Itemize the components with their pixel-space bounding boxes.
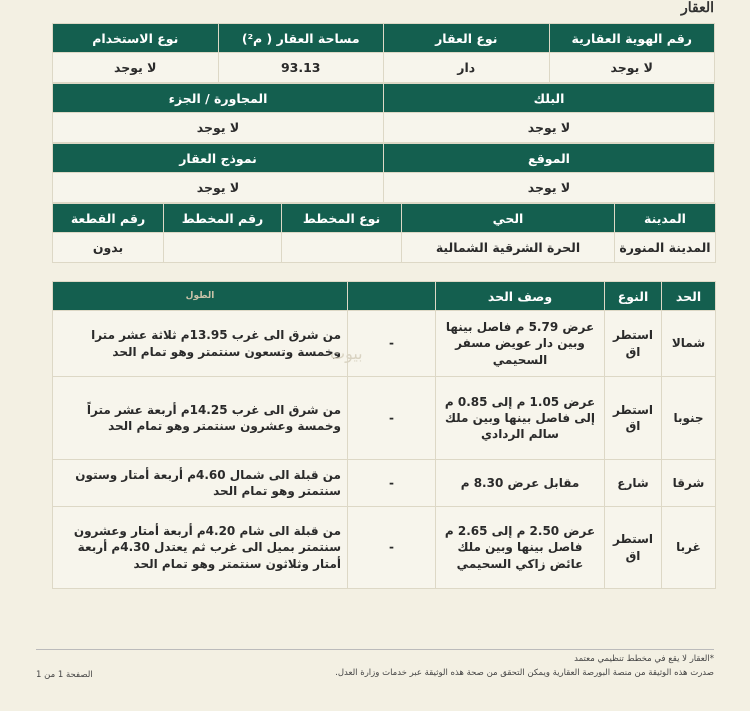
header-blank: [348, 282, 436, 311]
east-type: شارع: [605, 460, 662, 507]
value-property-type: دار: [384, 53, 550, 83]
value-property-area: 93.13: [218, 53, 384, 83]
header-district: الحي: [402, 204, 615, 233]
boundaries-table: [52, 281, 716, 589]
value-neighborhood-part: لا يوجد: [53, 113, 384, 143]
value-plot-number: بدون: [53, 233, 164, 263]
east-desc: مقابل عرض 8.30 م: [436, 460, 605, 507]
property-id-table: [52, 23, 715, 83]
header-location: الموقع: [384, 144, 715, 173]
south-desc: عرض 1.05 م إلى 0.85 م إلى فاصل بينها وبين ملك سالم الردادي: [436, 377, 605, 460]
header-city: المدينة: [615, 204, 716, 233]
header-plot-number: رقم القطعة: [53, 204, 164, 233]
header-plan-number: رقم المخطط: [164, 204, 282, 233]
north-length: من شرق الى غرب 13.95م ثلاثة عشر مترا وخمسة وتسعون سنتمتر وهو تمام الحد: [53, 311, 348, 377]
south-length: من شرق الى غرب 14.25م أربعة عشر متراً وخمسة وعشرون سنتمتر وهو تمام الحد: [53, 377, 348, 460]
value-plan-type: [282, 233, 402, 263]
north-mid: -: [348, 311, 436, 377]
block-table: [52, 83, 715, 143]
east-length: من قبلة الى شمال 4.60م أربعة أمتار وستون سنتمتر وهو تمام الحد: [53, 460, 348, 507]
south-type: استطر اق: [605, 377, 662, 460]
header-boundary-desc: وصف الحد: [436, 282, 605, 311]
header-property-id: رقم الهوية العقارية: [549, 24, 715, 53]
value-location: لا يوجد: [384, 173, 715, 203]
east-side: شرقا: [662, 460, 716, 507]
value-district: الحرة الشرقية الشمالية: [402, 233, 615, 263]
west-length: من قبلة الى شام 4.20م أربعة أمتار وعشرون سنتمتر بميل الى غرب ثم يعتدل 4.30م أربعة أمتار وثلاثون سنتمتر وهو تمام الحد: [53, 507, 348, 589]
west-desc: عرض 2.50 م إلى 2.65 م فاصل بينها وبين ملك عائض زاكي السحيمي: [436, 507, 605, 589]
north-side: شمالا: [662, 311, 716, 377]
footer-note-plan: *العقار لا يقع في مخطط تنظيمي معتمد: [574, 654, 714, 664]
header-boundary: الحد: [662, 282, 716, 311]
location-table: [52, 143, 715, 203]
header-block: البلك: [384, 84, 715, 113]
page-number: الصفحة 1 من 1: [36, 670, 93, 680]
footer-note-verification: صدرت هذه الوثيقة من منصة البورصة العقارية ويمكن التحقق من صحة هذه الوثيقة عبر خدمات وزارة العدل.: [335, 668, 714, 678]
value-property-id: لا يوجد: [549, 53, 715, 83]
north-desc: عرض 5.79 م فاصل بينها وبين دار عويض مسفر السحيمي: [436, 311, 605, 377]
value-plan-number: [164, 233, 282, 263]
east-mid: -: [348, 460, 436, 507]
header-property-model: نموذج العقار: [53, 144, 384, 173]
west-type: استطر اق: [605, 507, 662, 589]
header-boundary-type: النوع: [605, 282, 662, 311]
header-length: الطول: [53, 282, 348, 311]
header-neighborhood-part: المجاورة / الجزء: [53, 84, 384, 113]
west-side: غربا: [662, 507, 716, 589]
value-usage-type: لا يوجد: [53, 53, 219, 83]
section-title: العقار: [680, 0, 714, 16]
header-property-type: نوع العقار: [384, 24, 550, 53]
header-plan-type: نوع المخطط: [282, 204, 402, 233]
south-side: جنوبا: [662, 377, 716, 460]
city-table: [52, 203, 716, 263]
footer: [36, 649, 714, 682]
header-property-area: مساحة العقار ( م²): [218, 24, 384, 53]
value-block: لا يوجد: [384, 113, 715, 143]
header-usage-type: نوع الاستخدام: [53, 24, 219, 53]
value-property-model: لا يوجد: [53, 173, 384, 203]
west-mid: -: [348, 507, 436, 589]
south-mid: -: [348, 377, 436, 460]
north-type: استطر اق: [605, 311, 662, 377]
watermark: بيوت: [330, 344, 363, 363]
value-city: المدينة المنورة: [615, 233, 716, 263]
